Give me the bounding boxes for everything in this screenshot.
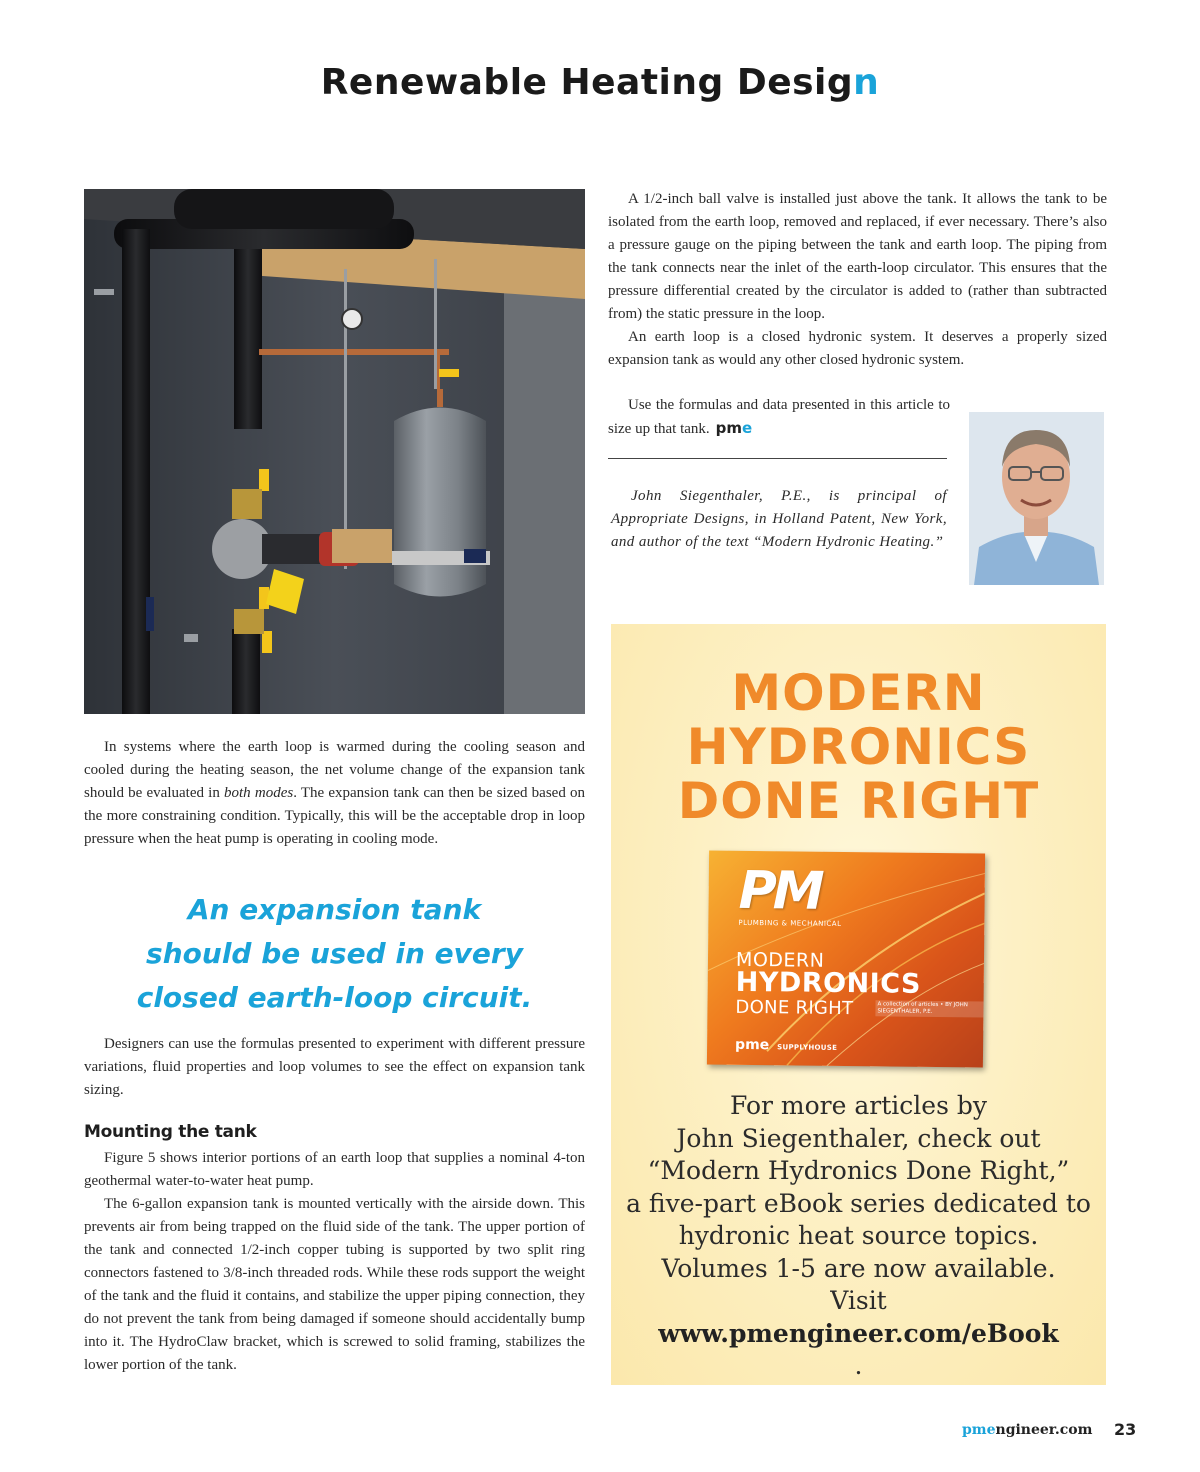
ebook-link[interactable]: www.pmengineer.com/eBook xyxy=(658,1318,1059,1348)
ebook-advertisement[interactable] xyxy=(611,624,1106,1385)
pull-quote-line: should be used in every xyxy=(146,937,523,970)
ebook-cover[interactable] xyxy=(707,851,985,1068)
paragraph-text: An earth loop is a closed hydronic system. It deserves a properly sized expansion tank as would any other closed hydronic system. xyxy=(608,329,1107,368)
body-mounting xyxy=(84,1147,585,1377)
paragraph-text: Designers can use the formulas presented to experiment with different pressure variations, fluid properties and loop volumes to see the effect on expansion tank sizing. xyxy=(84,1036,585,1098)
ad-copy-line: Volumes 1-5 are now available. xyxy=(661,1253,1056,1283)
bio-divider xyxy=(608,458,947,459)
paragraph-text: A 1/2-inch ball valve is installed just above the tank. It allows the tank to be isolated from the earth loop, removed and replaced, if ever necessary. There’s also a pressure gauge on the piping between the tank and earth loop. The piping from the tank connects near the inlet of the earth-loop circulator. This ensures that the pressure differential created by the circulator is added to (rather than subtracted from) the static pressure in the loop. xyxy=(608,191,1107,322)
paragraph-text: In systems where the earth loop is warmed during the cooling season and cooled during the heating season, the net volume change of the expansion tank should be evaluated in xyxy=(84,739,585,801)
expansion-tank-photo xyxy=(84,189,585,714)
pme-mark-pm: pm xyxy=(715,419,743,437)
section-title-accent: n xyxy=(853,62,880,103)
emphasis-both-modes: both modes xyxy=(224,785,294,801)
paragraph-text: Use the formulas and data presented in this article to size up that tank. xyxy=(608,397,950,437)
ad-copy-visit-line xyxy=(611,1285,1106,1383)
cover-title-line: HYDRONICS xyxy=(735,966,922,1000)
ad-headline xyxy=(611,666,1106,828)
ad-headline-line: HYDRONICS xyxy=(686,718,1031,776)
ad-visit-period: . xyxy=(854,1351,863,1380)
pme-mark-e: e xyxy=(742,419,753,437)
cover-byline: A collection of articles • BY JOHN SIEGENTHALER, P.E. xyxy=(875,1000,985,1017)
ad-copy-line: John Siegenthaler, check out xyxy=(676,1123,1041,1153)
ad-copy-line: a five-part eBook series dedicated to xyxy=(626,1188,1091,1218)
section-title xyxy=(0,62,1200,103)
footer-website-rest: ngineer.com xyxy=(995,1422,1093,1438)
subheading-mounting: Mounting the tank xyxy=(84,1122,257,1142)
cover-title-line: MODERN xyxy=(735,948,825,972)
cover-sponsor-logo: SUPPLYHOUSE xyxy=(777,1043,838,1052)
footer-website xyxy=(962,1422,1092,1438)
author-portrait xyxy=(969,412,1104,585)
paragraph-text: Figure 5 shows interior portions of an earth loop that supplies a nominal 4-ton geothermal water-to-water heat pump. xyxy=(84,1150,585,1189)
paragraph-text: . The expansion tank can then be sized based on the more constraining condition. Typically, this will be the acceptable drop in loop pressure when the heat pump is operating in cooling mode. xyxy=(84,785,586,847)
body-right-column xyxy=(608,188,1107,372)
ad-copy-line: hydronic heat source topics. xyxy=(678,1221,1039,1250)
pull-quote-line: closed earth-loop circuit. xyxy=(136,981,533,1014)
ad-headline-line: DONE RIGHT xyxy=(677,772,1040,830)
ad-headline-line: MODERN xyxy=(731,664,986,722)
cover-footer-logos xyxy=(735,1037,837,1054)
pme-end-mark xyxy=(716,419,753,437)
body-paragraph-modes xyxy=(84,736,585,851)
author-bio: John Siegenthaler, P.E., is principal of Appropriate Designs, in Holland Patent, New York, and author of the text “Modern Hydronic Heating.” xyxy=(611,488,947,550)
cover-pme-logo: pme xyxy=(735,1036,770,1054)
cover-title-line: DONE RIGHT xyxy=(735,996,854,1020)
ad-visit-label: Visit xyxy=(830,1286,887,1315)
page-number: 23 xyxy=(1114,1420,1137,1439)
ad-copy-line: For more articles by xyxy=(730,1091,987,1120)
body-closing-paragraph xyxy=(608,394,950,441)
body-paragraph-designers xyxy=(84,1033,585,1102)
ad-copy xyxy=(611,1090,1106,1383)
pull-quote-line: An expansion tank xyxy=(187,893,482,926)
section-title-main: Renewable Heating Desig xyxy=(320,62,854,103)
paragraph-text: The 6-gallon expansion tank is mounted vertically with the airside down. This prevents air from being trapped on the fluid side of the tank. The upper portion of the tank and connected 1/2-inch copper tubing is supported by two split ring connectors fastened to 3/8-inch threaded rods. While these rods support the weight of the tank and the fluid it contains, and stabilize the upper piping connection, they do not prevent the tank from being damaged if someone should accidentally bump into it. The HydroClaw bracket, which is screwed to solid framing, stabilizes the lower portion of the tank. xyxy=(84,1196,585,1373)
cover-logo-subtitle: PLUMBING & MECHANICAL xyxy=(738,918,842,928)
pull-quote xyxy=(84,888,585,1020)
footer-website-pme: pme xyxy=(962,1422,996,1438)
cover-pm-logo: PM xyxy=(738,860,821,922)
ad-copy-line: “Modern Hydronics Done Right,” xyxy=(647,1156,1070,1185)
